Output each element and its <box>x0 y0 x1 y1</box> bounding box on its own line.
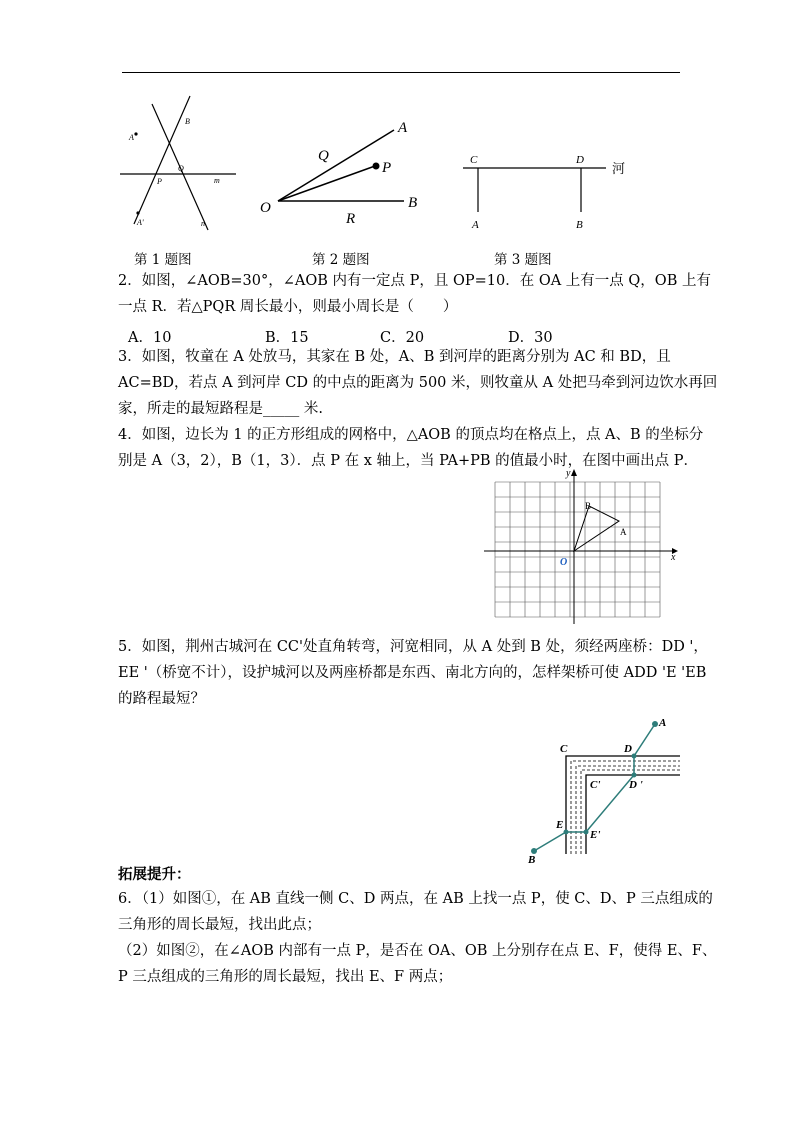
fig5-label-d-prime: D ' <box>629 779 643 791</box>
fig1-label-a-prime: A' <box>137 218 144 227</box>
figure-1 <box>112 92 242 242</box>
fig3-label-d: D <box>576 154 584 166</box>
fig5-label-a: A <box>659 717 667 729</box>
fig1-label-a: A <box>129 133 134 142</box>
fig1-point-a <box>134 132 137 135</box>
q5-line-3: 的路程最短？ <box>118 691 205 707</box>
fig5-label-e-prime: E' <box>590 829 601 841</box>
fig5-point-e-prime <box>584 830 589 835</box>
q3-line-1: 3．如图，牧童在 A 处放马，其家在 B 处，A、B 到河岸的距离分别为 AC 和 BD，且 <box>118 349 671 365</box>
fig1-label-b: B <box>185 117 190 126</box>
caption-figure-1: 第 1 题图 <box>134 252 192 268</box>
q2-line-2: 一点 R．若△PQR 周长最小，则最小周长是（ ） <box>118 299 458 315</box>
fig3-label-a: A <box>472 219 479 231</box>
figure-2 <box>258 114 428 224</box>
section-heading: 拓展提升： <box>118 866 191 883</box>
q6-line-3: （2）如图②，在∠AOB 内部有一点 P，是否在 OA、OB 上分别存在点 E、F，使得 E、F、 <box>118 943 717 959</box>
fig2-label-a: A <box>398 120 408 136</box>
fig5-label-e: E <box>556 819 564 831</box>
fig5-label-b: B <box>528 854 536 864</box>
q2-line-1: 2．如图，∠AOB=30°，∠AOB 内有一定点 P，且 OP=10．在 OA 上有一点 Q，OB 上有 <box>118 273 711 289</box>
fig5-label-d: D <box>624 743 632 755</box>
q3-line-2: AC=BD，若点 A 到河岸 CD 的中点的距离为 500 米，则牧童从 A 处把马牵到河边饮水再回 <box>118 375 718 391</box>
q3-line-3: 家，所走的最短路程是_____ 米. <box>118 401 323 417</box>
grid-label-a: A <box>620 527 627 537</box>
fig1-line-through-b <box>134 96 190 224</box>
grid-label-b: B <box>585 501 592 511</box>
q4-line-1: 4．如图，边长为 1 的正方形组成的网格中，△AOB 的顶点均在格点上，点 A、B 的坐标分 <box>118 427 704 443</box>
q2-option-a: A．10 <box>128 330 172 346</box>
q5-line-1: 5．如图，荆州古城河在 CC'处直角转弯，河宽相同，从 A 处到 B 处，须经两座桥：DD '， <box>118 639 708 655</box>
grid-label-x: x <box>671 552 676 563</box>
fig3-label-c: C <box>470 154 478 166</box>
fig5-point-d <box>632 754 637 759</box>
grid-label-y: y <box>566 468 571 479</box>
figure-3 <box>458 148 638 238</box>
q6-line-1: 6．（1）如图①，在 AB 直线一侧 C、D 两点，在 AB 上找一点 P，使 C、D、P 三点组成的 <box>118 891 713 907</box>
q5-line-2: EE '（桥宽不计），设护城河以及两座桥都是东西、南北方向的，怎样架桥可使 ADD 'E 'EB <box>118 665 707 681</box>
fig2-label-p: P <box>382 160 392 176</box>
triangle-aob <box>574 506 619 551</box>
fig2-label-q: Q <box>318 148 329 164</box>
q6-line-4: P 三点组成的三角形的周长最短，找出 E、F 两点； <box>118 969 453 985</box>
fig2-label-b: B <box>408 195 418 211</box>
grid-label-o: O <box>560 557 568 568</box>
fig1-label-q: Q <box>178 164 184 173</box>
fig5-point-a <box>652 721 658 727</box>
caption-figure-3: 第 3 题图 <box>494 252 552 268</box>
q4-line-2: 别是 A（3，2），B（1，3）．点 P 在 x 轴上，当 PA+PB 的值最小时，在图中画出点 P． <box>118 453 699 469</box>
fig3-label-b: B <box>576 219 583 231</box>
fig5-label-c-prime: C' <box>590 779 601 791</box>
fig5-point-d-prime <box>632 773 637 778</box>
caption-figure-2: 第 2 题图 <box>312 252 370 268</box>
grid-figure <box>484 466 684 626</box>
figure-5 <box>524 714 694 864</box>
q2-option-b: B．15 <box>265 330 309 346</box>
fig5-point-e <box>564 830 569 835</box>
fig2-label-r: R <box>346 211 356 224</box>
fig1-label-m: m <box>214 176 220 185</box>
fig1-label-n: n <box>201 219 205 228</box>
fig1-label-p: P <box>157 177 162 186</box>
fig2-point-p <box>373 163 380 170</box>
grid-lines <box>495 482 660 617</box>
y-axis-arrow <box>571 469 577 476</box>
fig1-point-a-prime <box>136 211 139 214</box>
fig5-label-c: C <box>560 743 568 755</box>
header-rule <box>122 72 680 73</box>
fig2-label-o: O <box>260 200 271 216</box>
q2-option-d: D．30 <box>508 330 553 346</box>
moat-outer-bank <box>566 756 680 854</box>
q6-line-2: 三角形的周长最短，找出此点； <box>118 917 321 933</box>
fig3-label-river: 河 <box>612 161 626 176</box>
q2-option-c: C．20 <box>380 330 425 346</box>
